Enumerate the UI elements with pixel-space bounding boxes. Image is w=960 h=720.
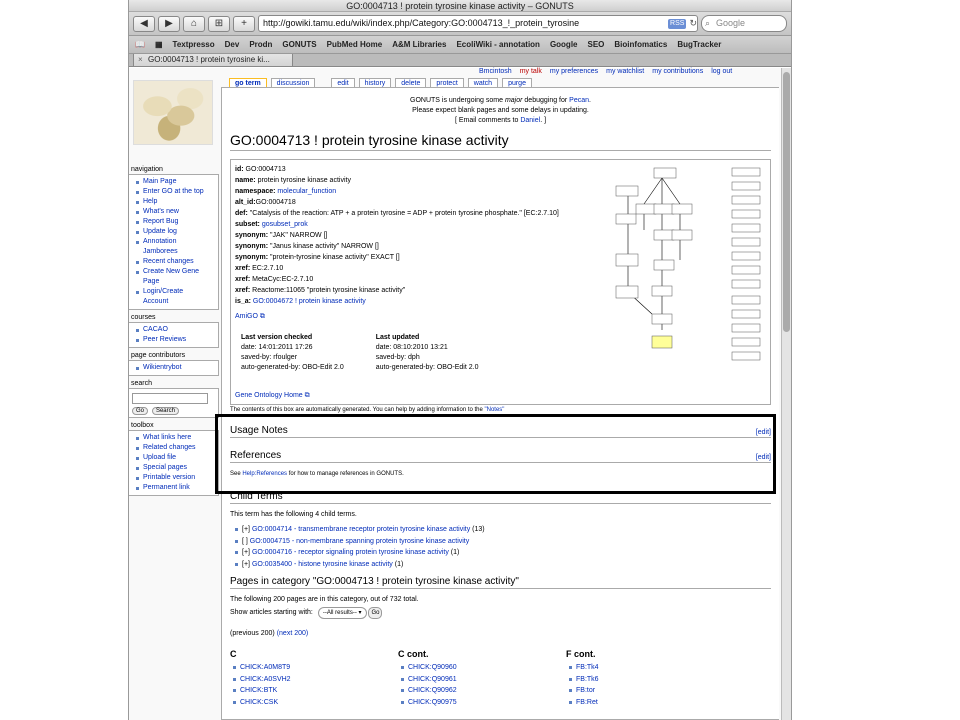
pages-count: The following 200 pages are in this category, out of 732 total.: [230, 596, 419, 603]
user-link[interactable]: Bmcintosh: [479, 68, 512, 75]
browser-search-placeholder: Google: [716, 18, 746, 28]
search-box: [129, 388, 219, 418]
legend-item: [732, 210, 760, 218]
expand-toggle[interactable]: [+]: [242, 560, 250, 568]
sidebar-item-whats-new[interactable]: What's new: [135, 207, 216, 217]
field-label: id:: [235, 166, 244, 173]
notice-line-2: Please expect blank pages and some delays in updating.: [412, 107, 589, 114]
field-label: namespace:: [235, 188, 276, 195]
user-bar: [479, 68, 732, 75]
add-icon[interactable]: +: [233, 16, 255, 32]
field-value: "JAK" NARROW []: [270, 232, 328, 239]
start-letter-select[interactable]: [318, 607, 367, 619]
tab-label: GO:0004713 ! protein tyrosine ki...: [148, 55, 270, 64]
my-preferences-link[interactable]: my preferences: [549, 68, 599, 75]
start-letter-value: --All results--: [322, 610, 357, 616]
sidebar-item-what-links-here[interactable]: What links here: [135, 433, 216, 443]
list-item: [234, 524, 771, 536]
sidebar-item-cacao[interactable]: CACAO: [135, 325, 216, 335]
field-value: "Catalysis of the reaction: ATP + a protein tyrosine = ADP + protein tyrosine phosphate." [EC:2.7.10]: [249, 210, 559, 217]
graph-node: [652, 314, 672, 324]
browser-tab[interactable]: [133, 54, 293, 67]
category-page-link[interactable]: FB:Tk4: [566, 662, 734, 674]
category-column: [398, 649, 566, 708]
go-button[interactable]: Go: [132, 407, 148, 415]
pagination: [230, 629, 771, 639]
field-label: name:: [235, 177, 256, 184]
field-label: synonym:: [235, 243, 269, 250]
search-heading: search: [131, 380, 153, 387]
category-page-link[interactable]: FB:Ret: [566, 697, 734, 709]
browser-window: [128, 0, 792, 720]
expand-toggle[interactable]: [ ]: [242, 537, 248, 545]
window-title: GO:0004713 ! protein tyrosine kinase activity – GONUTS: [129, 0, 791, 12]
bookmarks-bar: [129, 36, 791, 54]
legend-item: [732, 196, 760, 204]
log-out-link[interactable]: log out: [711, 68, 733, 75]
notice-line-1: [230, 96, 771, 106]
references-heading: [230, 450, 771, 463]
tab-protect[interactable]: protect: [430, 78, 463, 88]
notice-text: . ]: [540, 117, 547, 124]
tab-edit[interactable]: edit: [331, 78, 354, 88]
gene-ontology-home-text[interactable]: Gene Ontology Home: [235, 392, 303, 399]
field-label: xref:: [235, 276, 251, 283]
show-articles-label: Show articles starting with:: [230, 609, 313, 616]
vertical-scrollbar[interactable]: [781, 68, 791, 720]
sidebar-item-create-gene[interactable]: Create New Gene: [135, 267, 216, 277]
sidebar-item-enter-go[interactable]: Enter GO at the top: [135, 187, 216, 197]
graph-node: [654, 230, 674, 240]
wiki-page: [129, 68, 792, 720]
child-term-count: (13): [472, 526, 485, 533]
notice-emphasis: major: [504, 97, 523, 104]
graph-node: [616, 254, 638, 266]
sidebar-item-recent-changes[interactable]: Recent changes: [135, 257, 216, 267]
search-input[interactable]: [132, 393, 208, 404]
url-text: http://gowiki.tamu.edu/wiki/index.php/Category:GO:0004713_!_protein_tyrosine: [263, 18, 580, 28]
field-value: "Janus kinase activity" NARROW []: [270, 243, 379, 250]
tab-history[interactable]: history: [359, 78, 392, 88]
graph-node: [652, 336, 672, 348]
last-checked-auto: auto-generated-by: OBO-Edit 2.0: [241, 364, 344, 371]
last-checked-saved: saved-by: rfoulger: [241, 354, 298, 361]
reading-list-icon[interactable]: 📖: [135, 40, 145, 49]
column-heading: C: [230, 649, 237, 659]
child-term-link[interactable]: GO:0035400 - histone tyrosine kinase activity: [251, 560, 393, 568]
sidebar-item-login-cont[interactable]: Account: [143, 298, 169, 305]
courses-heading: courses: [131, 314, 156, 321]
bookmark-item[interactable]: EcoliWiki - annotation: [456, 40, 540, 49]
close-icon[interactable]: ×: [138, 55, 143, 64]
legend-item: [732, 266, 760, 274]
daniel-link[interactable]: Daniel: [520, 117, 541, 124]
toolbox-heading: toolbox: [131, 422, 154, 429]
sidebar-item-annotation-cont[interactable]: Jamborees: [143, 248, 178, 255]
sidebar-item-special-pages[interactable]: Special pages: [135, 463, 216, 473]
category-column: [230, 649, 398, 708]
sidebar-item-login[interactable]: Login/Create: [135, 287, 216, 297]
category-page-link[interactable]: CHICK:BTK: [230, 685, 398, 697]
subset-link[interactable]: gosubset_prok: [261, 221, 308, 228]
home-icon[interactable]: ⌂: [183, 16, 205, 32]
child-term-link[interactable]: GO:0004714 - transmembrane receptor protein tyrosine kinase activity: [251, 526, 471, 533]
child-terms-list: [230, 524, 771, 570]
sidebar-item-main-page[interactable]: Main Page: [135, 177, 216, 187]
chevron-down-icon: ▾: [358, 610, 362, 616]
last-updated-heading: Last updated: [375, 334, 420, 341]
bookmark-item[interactable]: A&M Libraries: [392, 40, 447, 49]
field-label: xref:: [235, 265, 251, 272]
last-updated-saved: saved-by: dph: [375, 354, 420, 361]
contributors-box: [129, 360, 219, 376]
tab-watch[interactable]: watch: [468, 78, 498, 88]
bookmark-item[interactable]: PubMed Home: [326, 40, 383, 49]
legend-item: [732, 238, 760, 246]
external-link-icon: ⧉: [259, 313, 265, 320]
pages-in-category-title: Pages in category "GO:0004713 ! protein tyrosine kinase activity": [230, 576, 519, 587]
namespace-link[interactable]: molecular_function: [277, 188, 337, 195]
sidebar-item-printable-version[interactable]: Printable version: [135, 473, 216, 483]
sidebar-item-permanent-link[interactable]: Permanent link: [135, 483, 216, 493]
legend-item: [732, 252, 760, 260]
field-value: "protein-tyrosine kinase activity" EXACT []: [270, 254, 400, 261]
address-bar[interactable]: [258, 15, 698, 32]
sidebar-item-update-log[interactable]: Update log: [135, 227, 216, 237]
field-value: GO:0004718: [255, 199, 296, 206]
category-page-link[interactable]: CHICK:CSK: [230, 697, 398, 709]
category-page-link[interactable]: CHICK:A0M8T9: [230, 662, 398, 674]
field-value: MetaCyc:EC-2.7.10: [252, 276, 314, 283]
field-label: synonym:: [235, 254, 269, 261]
list-item: [234, 547, 771, 559]
child-terms-title: Child Terms: [230, 491, 283, 502]
external-link-icon: ⧉: [304, 392, 310, 399]
child-term-count: (1): [394, 560, 404, 568]
tab-purge[interactable]: purge: [502, 78, 532, 88]
sidebar-item-help[interactable]: Help: [135, 197, 216, 207]
references-note-text: for how to manage references in GONUTS.: [287, 471, 404, 477]
field-value: protein tyrosine kinase activity: [257, 177, 351, 184]
pecan-link[interactable]: Pecan: [569, 97, 590, 104]
graph-node: [672, 230, 692, 240]
show-articles-row: [230, 607, 771, 619]
legend-item: [732, 324, 760, 332]
notice-text: [ Email comments to: [454, 117, 521, 124]
references-note: [230, 469, 771, 479]
field-label: def:: [235, 210, 248, 217]
last-updated-auto: auto-generated-by: OBO-Edit 2.0: [375, 364, 479, 371]
bookmark-item[interactable]: BugTracker: [677, 40, 722, 49]
column-heading: F cont.: [566, 649, 596, 659]
tab-strip: [129, 54, 791, 67]
legend-item: [732, 182, 760, 190]
last-checked-heading: Last version checked: [241, 334, 313, 341]
graph-node: [616, 214, 636, 224]
category-page-link[interactable]: FB:tor: [566, 685, 734, 697]
bookmark-item[interactable]: Dev: [224, 40, 240, 49]
last-checked: [241, 333, 344, 373]
back-icon[interactable]: ◀: [133, 16, 155, 32]
sidebar: [129, 162, 219, 496]
legend-item: [732, 310, 760, 318]
field-label: xref:: [235, 287, 251, 294]
site-notice: [230, 96, 771, 126]
legend-item: [732, 352, 760, 360]
bookmark-item[interactable]: Textpresso: [172, 40, 215, 49]
start-letter-go-button[interactable]: Go: [368, 607, 382, 619]
tab-delete[interactable]: delete: [395, 78, 426, 88]
expand-toggle[interactable]: [+]: [242, 549, 250, 556]
graph-node: [636, 204, 656, 214]
go-term-box: [230, 159, 771, 405]
box-note-text: The contents of this box are automatically generated. You can help by adding information to the: [230, 407, 485, 413]
graph-node: [654, 204, 674, 214]
field-value: GO:0004713: [245, 166, 286, 173]
category-column: [566, 649, 734, 708]
field-label: alt_id:: [235, 199, 256, 206]
legend-item: [732, 224, 760, 232]
references-note-text: See: [230, 471, 243, 477]
last-updated: [376, 333, 479, 373]
navigation-heading: navigation: [131, 166, 163, 173]
navigation-toolbar: [129, 12, 791, 36]
child-terms-heading: [230, 491, 771, 504]
category-columns: [230, 649, 771, 708]
legend-item: [732, 338, 760, 346]
legend-item: [732, 280, 760, 288]
notice-text: .: [589, 97, 591, 104]
gene-ontology-home-link[interactable]: [235, 392, 310, 400]
page-title: GO:0004713 ! protein tyrosine kinase activity: [230, 132, 771, 151]
scrollbar-thumb[interactable]: [783, 72, 790, 332]
rss-icon[interactable]: RSS: [670, 19, 685, 27]
graph-node: [616, 186, 638, 196]
reload-icon[interactable]: ↻: [689, 18, 697, 28]
toolbox-box: [129, 430, 219, 496]
forward-icon[interactable]: ▶: [158, 16, 180, 32]
graph-node: [672, 204, 692, 214]
tab-discussion[interactable]: discussion: [271, 78, 316, 88]
graph-node: [654, 168, 676, 178]
category-page-link[interactable]: CHICK:Q90961: [398, 674, 566, 686]
field-label: is_a:: [235, 298, 251, 305]
child-terms-intro: This term has the following 4 child terms.: [230, 511, 357, 518]
graph-node: [616, 286, 638, 298]
bookmark-item[interactable]: Bioinfomatics: [614, 40, 668, 49]
usage-notes-heading: [230, 425, 771, 438]
contributors-heading: page contributors: [131, 352, 186, 359]
last-checked-date: date: 14:01:2011 17:26: [241, 344, 313, 351]
column-heading: C cont.: [398, 649, 429, 659]
category-page-link[interactable]: CHICK:Q90975: [398, 697, 566, 709]
next-page-link[interactable]: (next 200): [276, 630, 309, 637]
bookmark-item[interactable]: Google: [549, 40, 578, 49]
sidebar-item-contributor[interactable]: Wikientrybot: [135, 363, 216, 373]
child-term-link[interactable]: GO:0004716 - receptor signaling protein tyrosine kinase activity: [251, 549, 449, 556]
graph-node: [652, 286, 672, 296]
field-value: EC:2.7.10: [252, 265, 284, 272]
courses-box: [129, 322, 219, 348]
graph-nodes: [616, 168, 692, 348]
my-watchlist-link[interactable]: my watchlist: [606, 68, 645, 75]
bookmark-item[interactable]: SEO: [587, 40, 605, 49]
site-logo[interactable]: [133, 80, 213, 145]
amigo-link-text[interactable]: AmiGO: [235, 313, 258, 320]
box-note: [230, 407, 771, 413]
notice-line-3: [230, 116, 771, 126]
references-title: References: [230, 450, 282, 461]
expand-toggle[interactable]: [+]: [242, 526, 250, 533]
bookmark-item[interactable]: GONUTS: [282, 40, 317, 49]
legend-item: [732, 168, 760, 176]
edit-references-link[interactable]: [edit]: [755, 454, 771, 461]
is-a-link[interactable]: GO:0004672 ! protein kinase activity: [252, 298, 366, 305]
graph-legend: [732, 168, 760, 360]
notice-text: GONUTS is undergoing some: [410, 97, 505, 104]
notes-link[interactable]: "Notes": [484, 407, 505, 413]
tab-go-term[interactable]: go term: [229, 78, 267, 88]
sidebar-item-related-changes[interactable]: Related changes: [135, 443, 216, 453]
sidebar-item-annotation[interactable]: Annotation: [135, 237, 216, 247]
edit-usage-notes-link[interactable]: [edit]: [755, 429, 771, 436]
field-label: subset:: [235, 221, 260, 228]
pages-in-category-heading: [230, 576, 771, 589]
category-page-link[interactable]: CHICK:A0SVH2: [230, 674, 398, 686]
category-page-link[interactable]: CHICK:Q90962: [398, 685, 566, 697]
help-references-link[interactable]: Help:References: [242, 471, 288, 477]
previous-page-text: (previous 200): [230, 630, 275, 637]
main-content: [221, 87, 779, 720]
bookmark-item[interactable]: Prodn: [249, 40, 273, 49]
child-term-count: (1): [450, 549, 460, 556]
list-item: [234, 559, 771, 571]
graph-node: [654, 260, 674, 270]
search-button[interactable]: Search: [152, 407, 179, 415]
sidebar-item-peer-reviews[interactable]: Peer Reviews: [135, 335, 216, 345]
child-term-link[interactable]: GO:0004715 - non-membrane spanning protein tyrosine kinase activity: [249, 537, 470, 545]
my-talk-link[interactable]: my talk: [519, 68, 542, 75]
notice-text: debugging for: [522, 97, 570, 104]
navigation-box: [129, 174, 219, 310]
field-value: Reactome:11065 "protein tyrosine kinase activity": [252, 287, 406, 294]
my-contributions-link[interactable]: my contributions: [652, 68, 704, 75]
legend-item: [732, 296, 760, 304]
ancestry-graph[interactable]: [606, 164, 766, 364]
field-label: synonym:: [235, 232, 269, 239]
category-page-link[interactable]: CHICK:Q90960: [398, 662, 566, 674]
sidebar-item-report-bug[interactable]: Report Bug: [135, 217, 216, 227]
sidebar-item-create-gene-cont[interactable]: Page: [143, 278, 160, 285]
list-item: [234, 536, 771, 548]
bookmark-icon[interactable]: ⊞: [208, 16, 230, 32]
sidebar-item-upload-file[interactable]: Upload file: [135, 453, 216, 463]
category-page-link[interactable]: FB:Tk6: [566, 674, 734, 686]
browser-search-input[interactable]: [701, 15, 787, 32]
grid-icon[interactable]: ▦: [154, 40, 163, 49]
last-updated-date: date: 08:10:2010 13:21: [375, 344, 448, 351]
usage-notes-title: Usage Notes: [230, 425, 288, 436]
search-icon: ⌕: [705, 18, 711, 28]
